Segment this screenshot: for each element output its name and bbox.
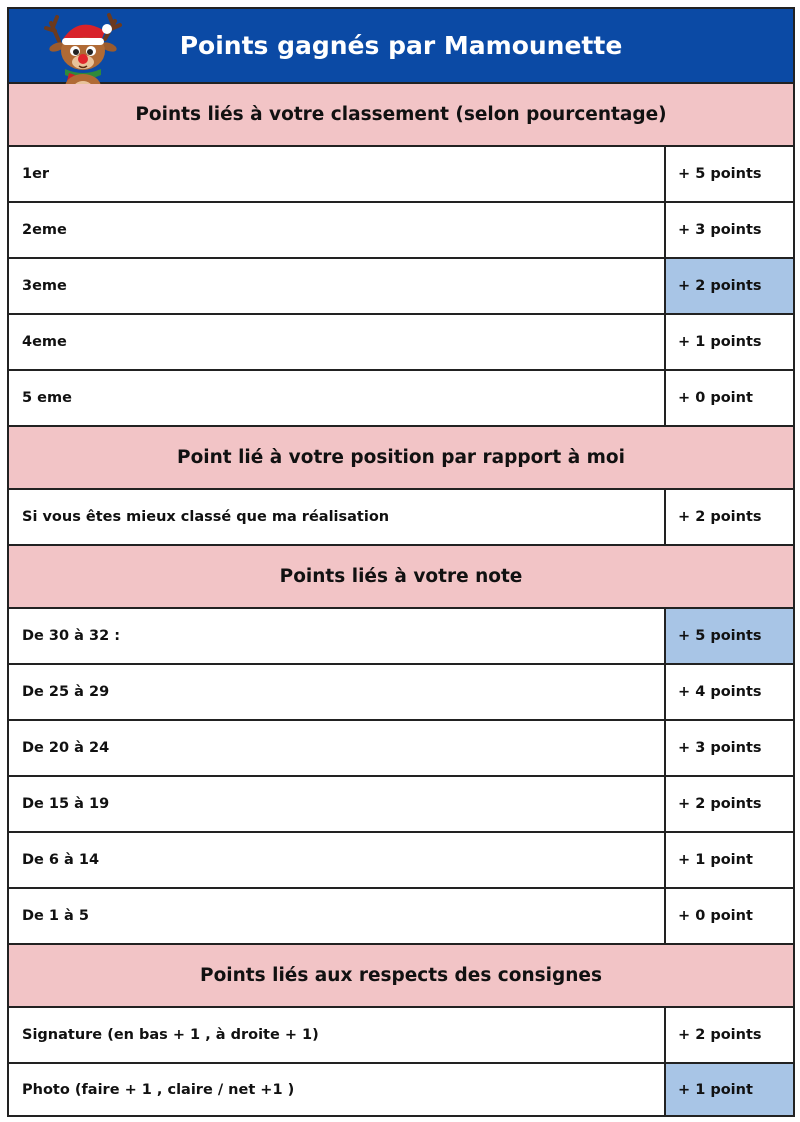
table-row	[9, 833, 793, 889]
row-points: + 2 points	[678, 796, 762, 812]
row-points: + 4 points	[678, 684, 762, 700]
row-points: + 0 point	[678, 908, 753, 924]
table-row	[9, 203, 793, 259]
table-row	[9, 1008, 793, 1064]
table-row	[9, 889, 793, 945]
row-label: De 15 à 19	[9, 777, 666, 831]
row-label: De 1 à 5	[9, 889, 666, 943]
table-row	[9, 490, 793, 546]
row-label: De 20 à 24	[9, 721, 666, 775]
header-bar	[9, 9, 793, 84]
section-grade-title: Points liés à votre note	[9, 546, 793, 609]
table-row	[9, 259, 793, 315]
row-label: 5 eme	[9, 371, 666, 425]
row-points-highlighted: + 1 point	[666, 1064, 793, 1115]
section-rules-title: Points liés aux respects des consignes	[9, 945, 793, 1008]
row-points: + 5 points	[678, 166, 762, 182]
table-row	[9, 665, 793, 721]
points-table	[7, 7, 795, 1117]
section-position-title: Point lié à votre position par rapport à moi	[9, 427, 793, 490]
row-points: + 0 point	[678, 390, 753, 406]
row-label: 3eme	[9, 259, 666, 313]
row-points-highlighted: + 2 points	[666, 259, 793, 313]
row-points: + 3 points	[678, 222, 762, 238]
row-label: Signature (en bas + 1 , à droite + 1)	[9, 1008, 666, 1062]
row-label: 4eme	[9, 315, 666, 369]
table-row	[9, 1064, 793, 1115]
row-label: Photo (faire + 1 , claire / net +1 )	[9, 1064, 666, 1115]
row-label: 2eme	[9, 203, 666, 257]
row-points-highlighted: + 5 points	[666, 609, 793, 663]
table-row	[9, 147, 793, 203]
row-points: + 1 points	[678, 334, 762, 350]
row-label: De 6 à 14	[9, 833, 666, 887]
row-label: De 25 à 29	[9, 665, 666, 719]
row-points: + 1 point	[678, 852, 753, 868]
table-row	[9, 721, 793, 777]
table-row	[9, 315, 793, 371]
row-points: + 2 points	[678, 509, 762, 525]
table-row	[9, 371, 793, 427]
row-points: + 3 points	[678, 740, 762, 756]
row-label: De 30 à 32 :	[9, 609, 666, 663]
row-label: Si vous êtes mieux classé que ma réalisation	[9, 490, 666, 544]
table-row	[9, 609, 793, 665]
row-points: + 2 points	[678, 1027, 762, 1043]
table-row	[9, 777, 793, 833]
section-ranking-title: Points liés à votre classement (selon pourcentage)	[9, 84, 793, 147]
row-label: 1er	[9, 147, 666, 201]
page-title: Points gagnés par Mamounette	[179, 31, 623, 60]
